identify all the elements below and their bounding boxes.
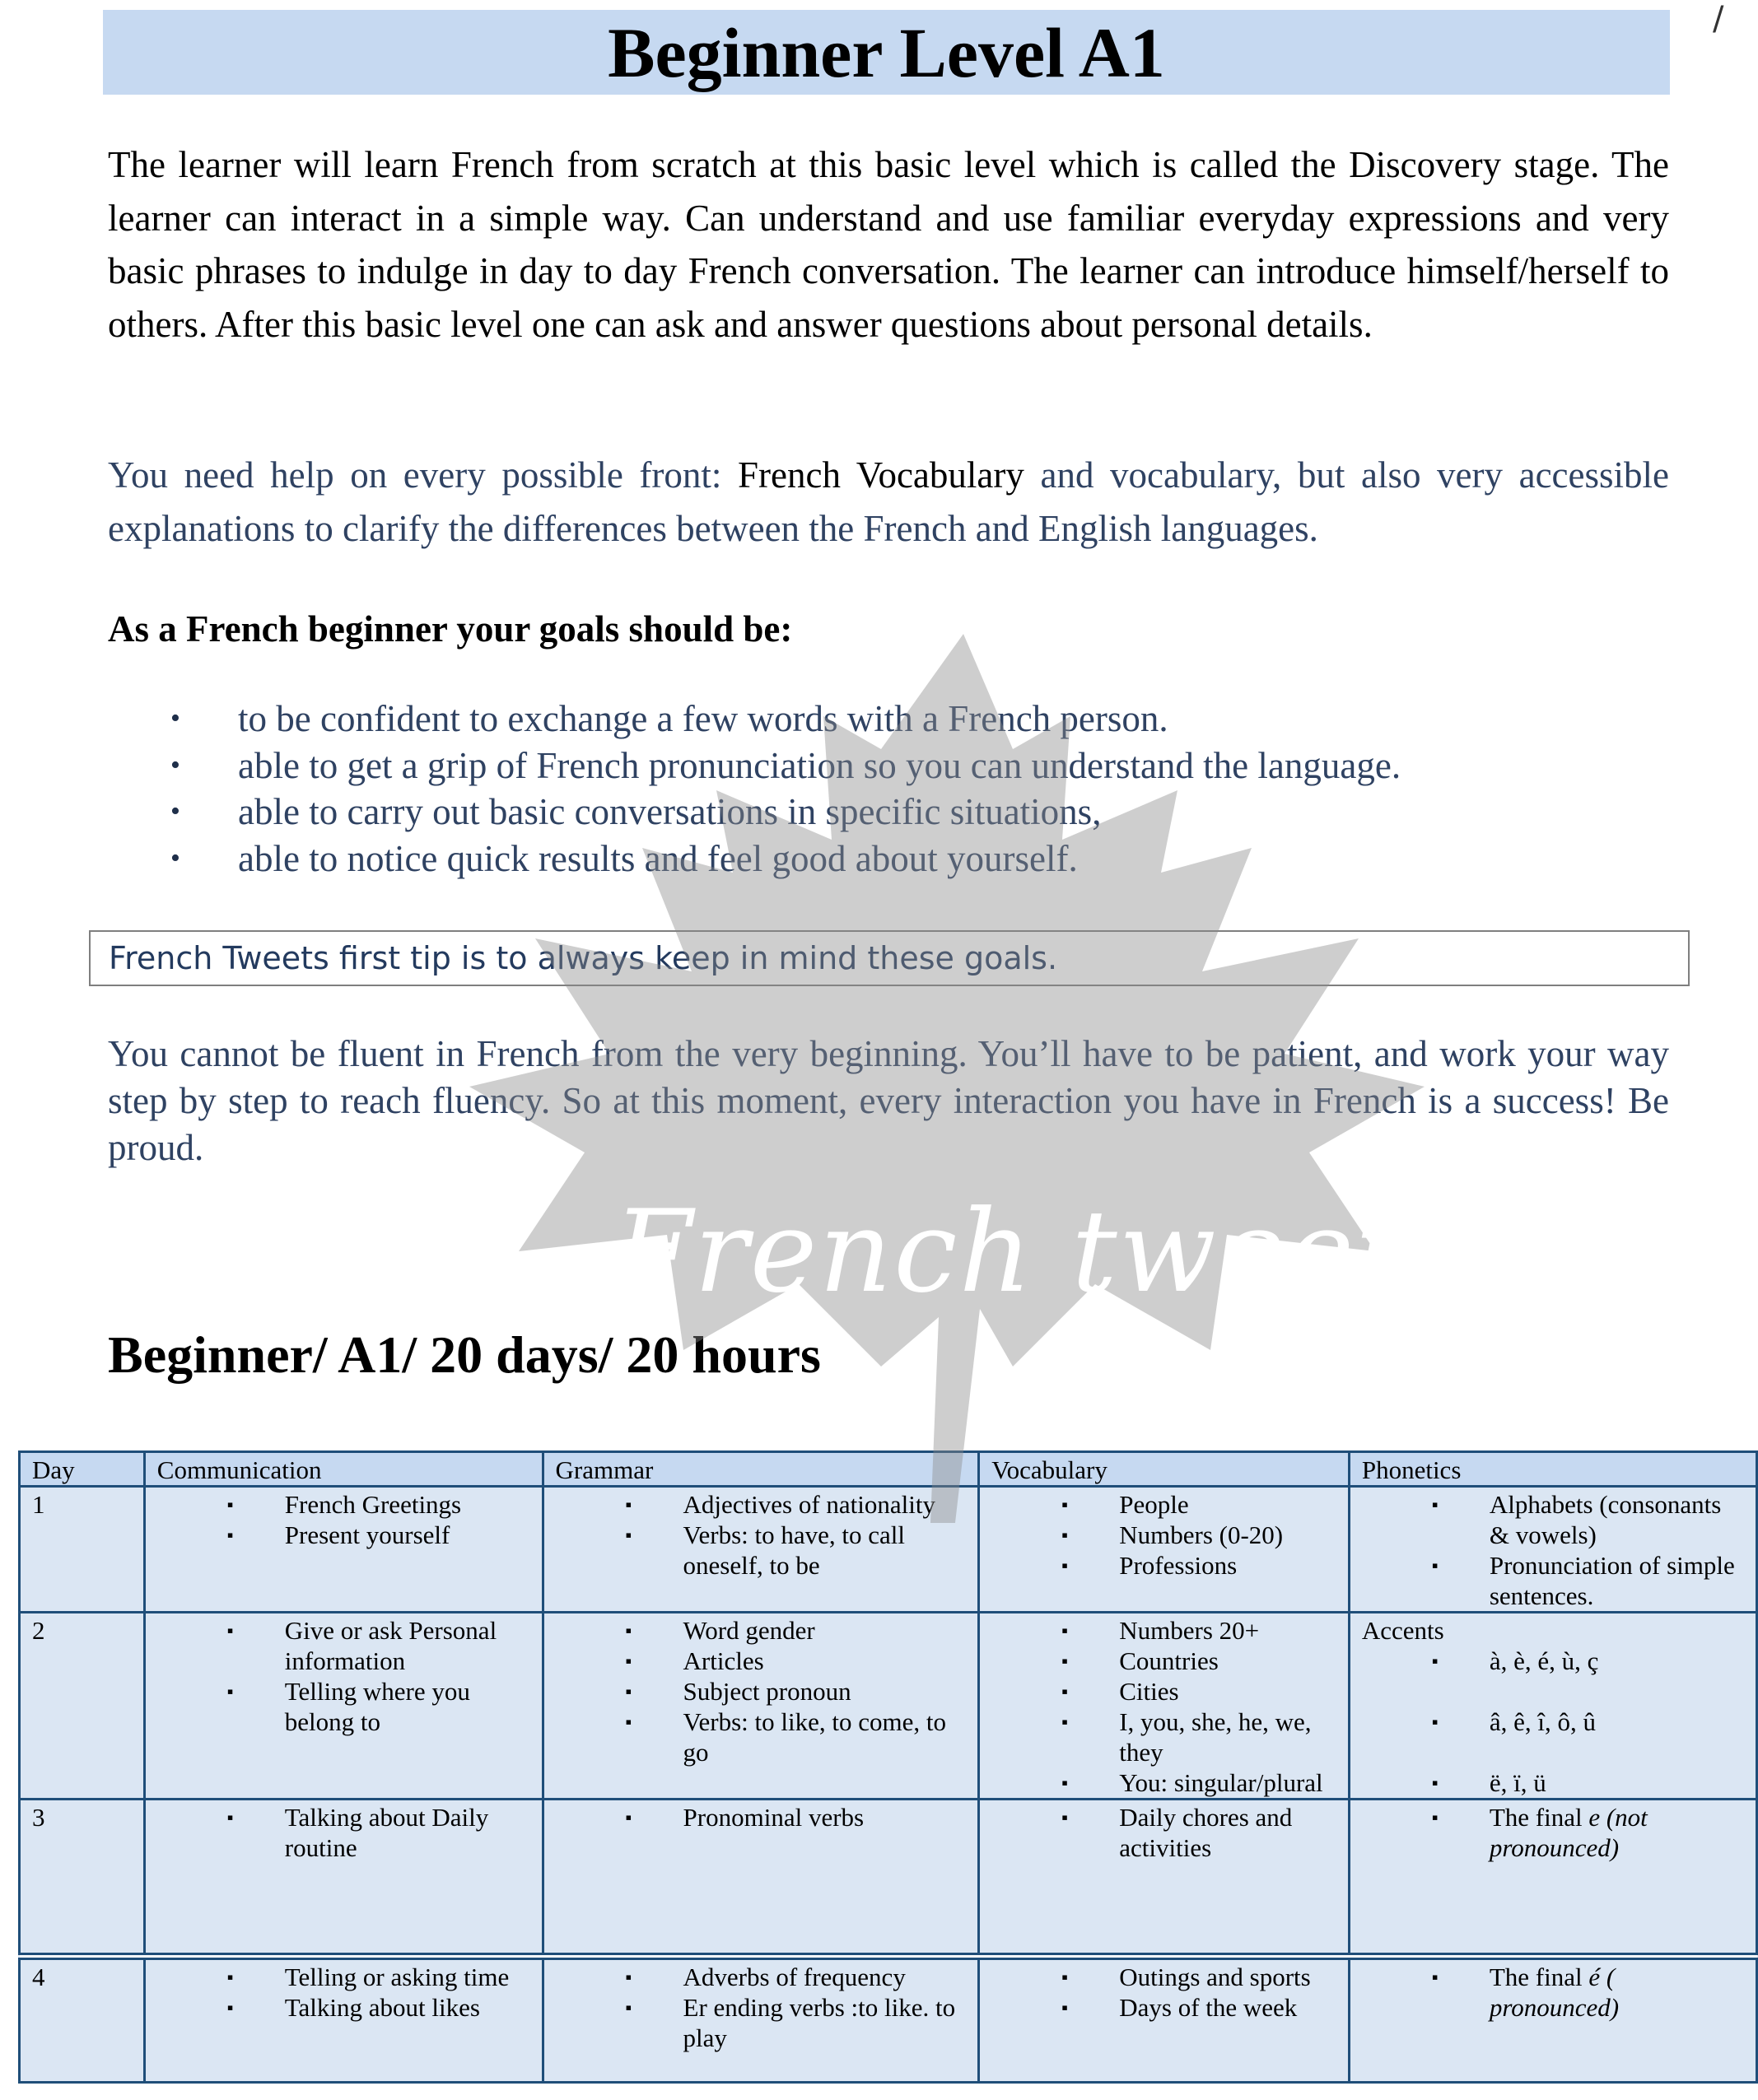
list-item: ▪ You: singular/plural bbox=[1061, 1768, 1323, 1797]
bullet-icon: • bbox=[170, 796, 180, 826]
list-item: ▪ Telling or asking time bbox=[226, 1963, 510, 1991]
square-bullet-icon: ▪ bbox=[1061, 1555, 1069, 1576]
square-bullet-icon: ▪ bbox=[1431, 1711, 1439, 1732]
grammar-cell bbox=[543, 1800, 979, 1954]
phonetics-cell bbox=[1349, 1959, 1756, 2083]
table-header-row bbox=[20, 1452, 1757, 1487]
square-bullet-icon: ▪ bbox=[625, 1651, 632, 1671]
list-item: ▪ People bbox=[1061, 1490, 1189, 1519]
goal-item: • to be confident to exchange a few words with a French person. bbox=[108, 696, 1401, 743]
column-header-day: Day bbox=[20, 1452, 145, 1487]
vocabulary-cell bbox=[979, 1613, 1350, 1800]
intro-paragraph: The learner will learn French from scratch at this basic level which is called the Discovery stage. The learner can interact in a simple way. Can understand and use familiar everyday expressions and very basic phrases to indulge in day to day French conversation. The learner can introduce himself/herself to others. After this basic level one can ask and answer questions about personal details. bbox=[108, 144, 1669, 345]
vocabulary-cell bbox=[979, 1959, 1350, 2083]
column-header-phonetics: Phonetics bbox=[1349, 1452, 1756, 1487]
square-bullet-icon: ▪ bbox=[1061, 1651, 1069, 1671]
list-item: ▪ Give or ask Personal information bbox=[226, 1616, 497, 1675]
page-title: Beginner Level A1 bbox=[608, 12, 1165, 92]
square-bullet-icon: ▪ bbox=[1431, 1494, 1439, 1515]
square-bullet-icon: ▪ bbox=[625, 1967, 632, 1987]
list-item: ▪ French Greetings bbox=[226, 1490, 462, 1519]
list-item: ▪ Verbs: to like, to come, to go bbox=[625, 1707, 946, 1767]
vocabulary-cell bbox=[979, 1487, 1350, 1613]
square-bullet-icon: ▪ bbox=[625, 1494, 632, 1515]
square-bullet-icon: ▪ bbox=[1431, 1651, 1439, 1671]
day-cell: 1 bbox=[20, 1487, 145, 1613]
bullet-icon: • bbox=[170, 842, 180, 873]
square-bullet-icon: ▪ bbox=[1061, 1525, 1069, 1545]
goal-item: • able to notice quick results and feel good about yourself. bbox=[108, 836, 1401, 882]
list-item: ▪ Articles bbox=[625, 1646, 764, 1675]
list-item: ▪ Er ending verbs :to like. to play bbox=[625, 1993, 956, 2052]
tip-box bbox=[89, 930, 1690, 986]
column-header-vocabulary: Vocabulary bbox=[979, 1452, 1350, 1487]
goals-list bbox=[108, 696, 1401, 882]
list-item: ▪ Word gender bbox=[625, 1616, 815, 1645]
list-item: ▪ Alphabets (consonants & vowels) bbox=[1431, 1490, 1722, 1549]
phonetics-cell bbox=[1349, 1613, 1756, 1800]
list-item: ▪ ë, ï, ü bbox=[1431, 1768, 1546, 1797]
grammar-cell bbox=[543, 1613, 979, 1800]
square-bullet-icon: ▪ bbox=[1061, 1807, 1069, 1828]
list-item: ▪ Talking about likes bbox=[226, 1993, 480, 2022]
list-item: ▪ â, ê, î, ô, û bbox=[1431, 1707, 1596, 1736]
bullet-icon: • bbox=[170, 749, 180, 780]
day-cell: 4 bbox=[20, 1959, 145, 2083]
square-bullet-icon: ▪ bbox=[1431, 1967, 1439, 1987]
list-item: ▪ Verbs: to have, to call oneself, to be bbox=[625, 1520, 905, 1580]
square-bullet-icon: ▪ bbox=[1061, 1772, 1069, 1793]
square-bullet-icon: ▪ bbox=[1061, 1620, 1069, 1641]
square-bullet-icon: ▪ bbox=[1431, 1555, 1439, 1576]
table-row bbox=[20, 1800, 1757, 1954]
communication-cell bbox=[144, 1487, 543, 1613]
watermark-text: French tweets bbox=[613, 1185, 1463, 1318]
list-item: ▪ Pronunciation of simple sentences. bbox=[1431, 1551, 1735, 1610]
square-bullet-icon: ▪ bbox=[226, 1967, 234, 1987]
square-bullet-icon: ▪ bbox=[226, 1681, 234, 1702]
schedule-table bbox=[18, 1450, 1758, 2084]
day-cell: 2 bbox=[20, 1613, 145, 1800]
square-bullet-icon: ▪ bbox=[1061, 1711, 1069, 1732]
square-bullet-icon: ▪ bbox=[625, 1997, 632, 2018]
list-item: ▪ Daily chores and activities bbox=[1061, 1803, 1293, 1862]
help-text-start: You need help on every possible front: bbox=[108, 454, 739, 496]
column-header-communication: Communication bbox=[144, 1452, 543, 1487]
square-bullet-icon: ▪ bbox=[625, 1681, 632, 1702]
list-item: ▪ The final é ( pronounced) bbox=[1431, 1963, 1620, 2022]
help-text-end: and vocabulary, but also very accessible explanations to clarify the differences between the French and English languages. bbox=[108, 454, 1670, 549]
communication-cell bbox=[144, 1613, 543, 1800]
list-item: ▪ Telling where you belong to bbox=[226, 1677, 470, 1736]
square-bullet-icon: ▪ bbox=[1061, 1997, 1069, 2018]
square-bullet-icon: ▪ bbox=[226, 1997, 234, 2018]
list-item: ▪ Talking about Daily routine bbox=[226, 1803, 489, 1862]
list-item: ▪ I, you, she, he, we, they bbox=[1061, 1707, 1312, 1767]
list-item: ▪ à, è, é, ù, ç bbox=[1431, 1646, 1599, 1675]
list-item: ▪ Present yourself bbox=[226, 1520, 450, 1549]
square-bullet-icon: ▪ bbox=[226, 1620, 234, 1641]
list-item: ▪ Numbers 20+ bbox=[1061, 1616, 1260, 1645]
table-row bbox=[20, 1487, 1757, 1613]
square-bullet-icon: ▪ bbox=[1061, 1681, 1069, 1702]
list-item: ▪ Days of the week bbox=[1061, 1993, 1298, 2022]
column-header-grammar: Grammar bbox=[543, 1452, 979, 1487]
table-row bbox=[20, 1613, 1757, 1800]
square-bullet-icon: ▪ bbox=[226, 1807, 234, 1828]
goal-item: • able to get a grip of French pronunciation so you can understand the language. bbox=[108, 743, 1401, 789]
goal-item: • able to carry out basic conversations in specific situations, bbox=[108, 789, 1401, 836]
phonetics-cell bbox=[1349, 1800, 1756, 1954]
communication-cell bbox=[144, 1959, 543, 2083]
list-item: ▪ Numbers (0-20) bbox=[1061, 1520, 1284, 1549]
square-bullet-icon: ▪ bbox=[226, 1494, 234, 1515]
square-bullet-icon: ▪ bbox=[1061, 1494, 1069, 1515]
vocabulary-cell bbox=[979, 1800, 1350, 1954]
square-bullet-icon: ▪ bbox=[1431, 1807, 1439, 1828]
list-item: ▪ Pronominal verbs bbox=[625, 1803, 865, 1832]
list-item: ▪ Adverbs of frequency bbox=[625, 1963, 906, 1991]
goals-heading: As a French beginner your goals should be: bbox=[108, 608, 793, 650]
square-bullet-icon: ▪ bbox=[1061, 1967, 1069, 1987]
square-bullet-icon: ▪ bbox=[226, 1525, 234, 1545]
grammar-cell bbox=[543, 1487, 979, 1613]
french-vocabulary-link[interactable]: French Vocabulary bbox=[738, 454, 1024, 496]
schedule-title: Beginner/ A1/ 20 days/ 20 hours bbox=[108, 1325, 821, 1384]
phonetics-cell bbox=[1349, 1487, 1756, 1613]
list-item: ▪ Countries bbox=[1061, 1646, 1219, 1675]
tip-text: French Tweets first tip is to always keep in mind these goals. bbox=[109, 940, 1058, 976]
fluency-paragraph: You cannot be fluent in French from the very beginning. You’ll have to be patient, and work your way step by step to reach fluency. So at this moment, every interaction you have in French is a success! Be proud. bbox=[108, 1033, 1669, 1168]
list-item: ▪ The final e (not pronounced) bbox=[1431, 1803, 1648, 1862]
help-paragraph bbox=[108, 449, 1669, 555]
corner-mark: / bbox=[1713, 0, 1724, 38]
accents-label: Accents bbox=[1361, 1616, 1444, 1645]
communication-cell bbox=[144, 1800, 543, 1954]
square-bullet-icon: ▪ bbox=[625, 1525, 632, 1545]
square-bullet-icon: ▪ bbox=[1431, 1772, 1439, 1793]
list-item: ▪ Professions bbox=[1061, 1551, 1238, 1580]
square-bullet-icon: ▪ bbox=[625, 1807, 632, 1828]
list-item: ▪ Cities bbox=[1061, 1677, 1179, 1706]
day-cell: 3 bbox=[20, 1800, 145, 1954]
list-item: ▪ Outings and sports bbox=[1061, 1963, 1311, 1991]
title-banner bbox=[103, 10, 1670, 95]
list-item: ▪ Subject pronoun bbox=[625, 1677, 851, 1706]
grammar-cell bbox=[543, 1959, 979, 2083]
list-item: ▪ Adjectives of nationality bbox=[625, 1490, 936, 1519]
square-bullet-icon: ▪ bbox=[625, 1711, 632, 1732]
table-row bbox=[20, 1959, 1757, 2083]
bullet-icon: • bbox=[170, 703, 180, 733]
square-bullet-icon: ▪ bbox=[625, 1620, 632, 1641]
